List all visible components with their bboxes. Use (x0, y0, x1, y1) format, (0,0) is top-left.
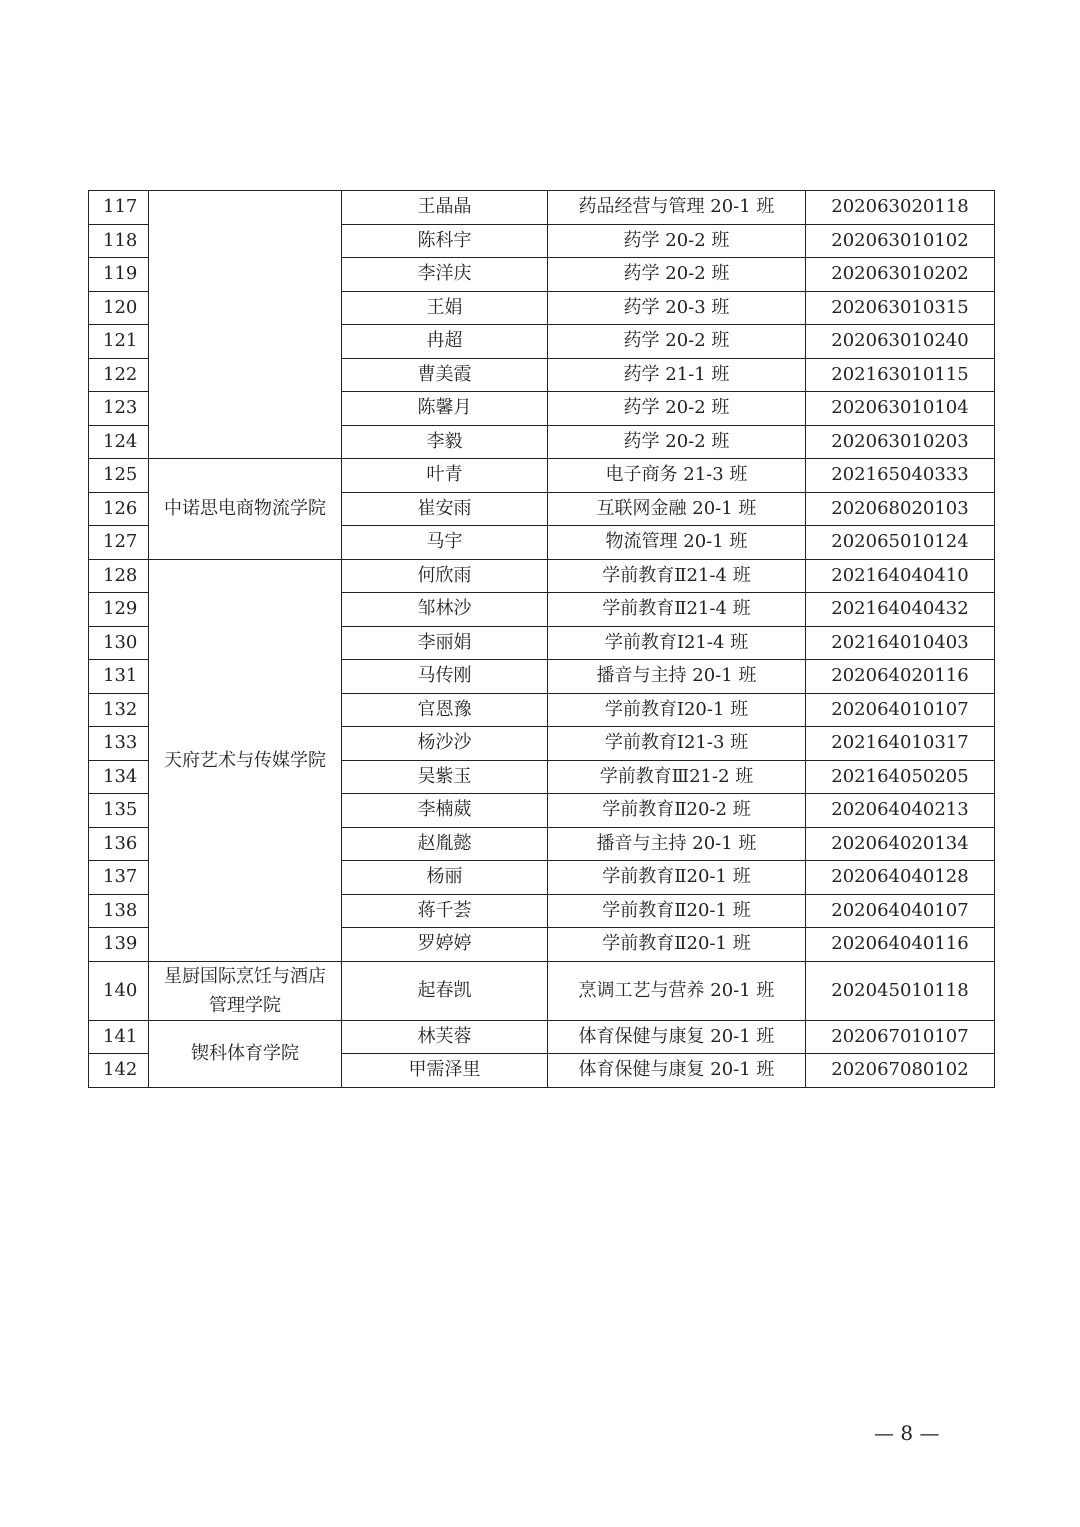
student-id-cell: 202067080102 (806, 1054, 995, 1088)
class-cell: 学前教育Ⅰ20-1 班 (548, 693, 806, 727)
class-cell: 药学 20-2 班 (548, 425, 806, 459)
student-name-cell: 蒋千荟 (342, 894, 548, 928)
student-name-cell: 陈馨月 (342, 392, 548, 426)
student-name-cell: 曹美霞 (342, 358, 548, 392)
student-name-cell: 何欣雨 (342, 559, 548, 593)
page-number: — 8 — (874, 1421, 940, 1445)
student-id-cell: 202163010115 (806, 358, 995, 392)
class-cell: 药学 20-2 班 (548, 325, 806, 359)
student-name-cell: 甲需泽里 (342, 1054, 548, 1088)
row-number-cell: 122 (89, 358, 149, 392)
student-name-cell: 李丽娟 (342, 626, 548, 660)
student-id-cell: 202165040333 (806, 459, 995, 493)
class-cell: 烹调工艺与营养 20-1 班 (548, 961, 806, 1020)
class-cell: 学前教育Ⅱ20-1 班 (548, 928, 806, 962)
row-number-cell: 123 (89, 392, 149, 426)
student-id-cell: 202164010317 (806, 727, 995, 761)
student-id-cell: 202064040128 (806, 861, 995, 895)
student-id-cell: 202164040432 (806, 593, 995, 627)
table-row (89, 459, 995, 493)
row-number-cell: 139 (89, 928, 149, 962)
class-cell: 体育保健与康复 20-1 班 (548, 1020, 806, 1054)
row-number-cell: 119 (89, 258, 149, 292)
student-id-cell: 202063010315 (806, 291, 995, 325)
student-id-cell: 202064040107 (806, 894, 995, 928)
student-name-cell: 赵胤懿 (342, 827, 548, 861)
class-cell: 药学 21-1 班 (548, 358, 806, 392)
class-cell: 药学 20-2 班 (548, 258, 806, 292)
student-id-cell: 202064020116 (806, 660, 995, 694)
row-number-cell: 133 (89, 727, 149, 761)
student-name-cell: 陈科宇 (342, 224, 548, 258)
college-cell: 天府艺术与传媒学院 (149, 559, 342, 961)
student-id-cell: 202064040116 (806, 928, 995, 962)
row-number-cell: 118 (89, 224, 149, 258)
row-number-cell: 117 (89, 191, 149, 225)
class-cell: 药品经营与管理 20-1 班 (548, 191, 806, 225)
class-cell: 学前教育Ⅱ21-4 班 (548, 559, 806, 593)
table-row (89, 191, 995, 225)
class-cell: 药学 20-3 班 (548, 291, 806, 325)
class-cell: 药学 20-2 班 (548, 392, 806, 426)
college-cell: 中诺思电商物流学院 (149, 459, 342, 560)
student-id-cell: 202064010107 (806, 693, 995, 727)
row-number-cell: 120 (89, 291, 149, 325)
student-id-cell: 202164010403 (806, 626, 995, 660)
student-id-cell: 202067010107 (806, 1020, 995, 1054)
student-id-cell: 202064020134 (806, 827, 995, 861)
row-number-cell: 131 (89, 660, 149, 694)
student-name-cell: 王娟 (342, 291, 548, 325)
student-id-cell: 202063010202 (806, 258, 995, 292)
row-number-cell: 136 (89, 827, 149, 861)
student-name-cell: 官恩豫 (342, 693, 548, 727)
row-number-cell: 137 (89, 861, 149, 895)
class-cell: 药学 20-2 班 (548, 224, 806, 258)
student-name-cell: 叶青 (342, 459, 548, 493)
student-name-cell: 马传刚 (342, 660, 548, 694)
student-name-cell: 吴紫玉 (342, 760, 548, 794)
row-number-cell: 138 (89, 894, 149, 928)
student-name-cell: 崔安雨 (342, 492, 548, 526)
student-id-cell: 202065010124 (806, 526, 995, 560)
table-row (89, 559, 995, 593)
class-cell: 物流管理 20-1 班 (548, 526, 806, 560)
class-cell: 体育保健与康复 20-1 班 (548, 1054, 806, 1088)
row-number-cell: 121 (89, 325, 149, 359)
row-number-cell: 124 (89, 425, 149, 459)
class-cell: 学前教育Ⅱ20-2 班 (548, 794, 806, 828)
row-number-cell: 129 (89, 593, 149, 627)
student-roster-table (88, 190, 995, 1088)
student-id-cell: 202164040410 (806, 559, 995, 593)
student-id-cell: 202063010102 (806, 224, 995, 258)
student-id-cell: 202045010118 (806, 961, 995, 1020)
row-number-cell: 132 (89, 693, 149, 727)
row-number-cell: 142 (89, 1054, 149, 1088)
row-number-cell: 127 (89, 526, 149, 560)
student-name-cell: 罗婷婷 (342, 928, 548, 962)
student-name-cell: 马宇 (342, 526, 548, 560)
student-name-cell: 李楠葳 (342, 794, 548, 828)
class-cell: 学前教育Ⅰ21-3 班 (548, 727, 806, 761)
row-number-cell: 141 (89, 1020, 149, 1054)
class-cell: 学前教育Ⅱ20-1 班 (548, 861, 806, 895)
row-number-cell: 135 (89, 794, 149, 828)
student-name-cell: 林芙蓉 (342, 1020, 548, 1054)
student-id-cell: 202068020103 (806, 492, 995, 526)
student-id-cell: 202064040213 (806, 794, 995, 828)
row-number-cell: 125 (89, 459, 149, 493)
class-cell: 学前教育Ⅰ21-4 班 (548, 626, 806, 660)
row-number-cell: 128 (89, 559, 149, 593)
row-number-cell: 140 (89, 961, 149, 1020)
class-cell: 学前教育Ⅱ20-1 班 (548, 894, 806, 928)
class-cell: 播音与主持 20-1 班 (548, 660, 806, 694)
table-row (89, 961, 995, 1020)
student-name-cell: 起春凯 (342, 961, 548, 1020)
roster-body (89, 191, 995, 1088)
student-name-cell: 杨沙沙 (342, 727, 548, 761)
student-id-cell: 202164050205 (806, 760, 995, 794)
college-cell (149, 191, 342, 459)
student-name-cell: 李洋庆 (342, 258, 548, 292)
student-name-cell: 冉超 (342, 325, 548, 359)
student-name-cell: 王晶晶 (342, 191, 548, 225)
row-number-cell: 126 (89, 492, 149, 526)
student-id-cell: 202063020118 (806, 191, 995, 225)
student-name-cell: 邹林沙 (342, 593, 548, 627)
student-name-cell: 李毅 (342, 425, 548, 459)
college-cell: 星厨国际烹饪与酒店管理学院 (149, 961, 342, 1020)
student-name-cell: 杨丽 (342, 861, 548, 895)
class-cell: 电子商务 21-3 班 (548, 459, 806, 493)
class-cell: 播音与主持 20-1 班 (548, 827, 806, 861)
student-id-cell: 202063010104 (806, 392, 995, 426)
row-number-cell: 130 (89, 626, 149, 660)
row-number-cell: 134 (89, 760, 149, 794)
class-cell: 学前教育Ⅱ21-4 班 (548, 593, 806, 627)
college-cell: 锲科体育学院 (149, 1020, 342, 1087)
student-id-cell: 202063010203 (806, 425, 995, 459)
class-cell: 学前教育Ⅲ21-2 班 (548, 760, 806, 794)
table-row (89, 1020, 995, 1054)
class-cell: 互联网金融 20-1 班 (548, 492, 806, 526)
student-id-cell: 202063010240 (806, 325, 995, 359)
